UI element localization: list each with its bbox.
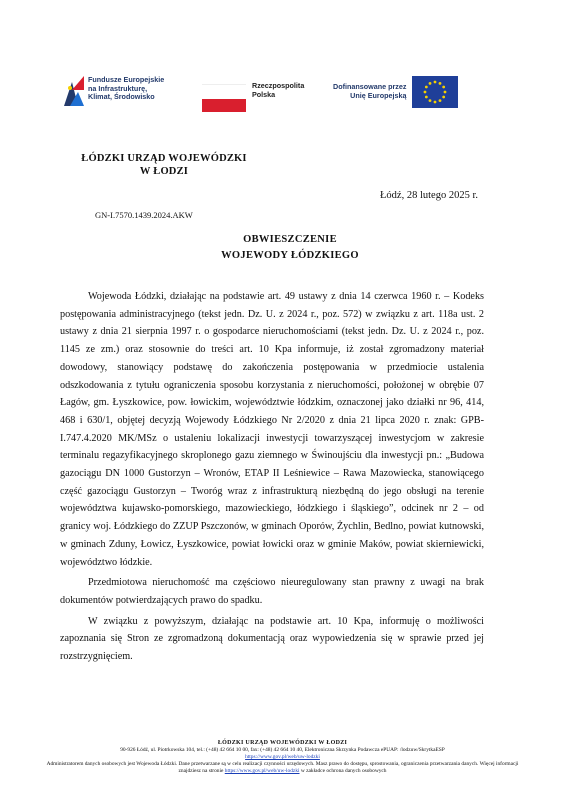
eu-star: [425, 96, 428, 99]
eu-star: [429, 99, 432, 102]
fe-logo-icon: [64, 76, 84, 106]
fe-line-2: na Infrastrukturę,: [88, 83, 148, 93]
eu-star: [434, 81, 437, 84]
footer-address: 90-926 Łódź, ul. Piotrkowska 104, tel.: (+48) 42 664 10 00, fax: (+48) 42 664 10 40, Elektroniczna Skrzynka Podawcza ePUAP: /lodzuw/SkrytkaESP: [120, 747, 445, 753]
footer-privacy-note: [40, 761, 525, 775]
rp-line-1: Rzeczpospolita: [252, 81, 305, 90]
authority-line-1: ŁÓDZKI URZĄD WOJEWÓDZKI: [81, 153, 247, 164]
rzeczpospolita-logo: [202, 82, 304, 112]
eu-star: [443, 86, 446, 89]
eu-funding-logo: [333, 76, 458, 108]
eu-star: [425, 86, 428, 89]
logo-bar: [64, 76, 484, 116]
privacy-link[interactable]: https://www.gov.pl/web/uw-lodzki: [224, 768, 300, 774]
body-paragraph-2: Przedmiotowa nieruchomość ma częściowo nieuregulowany stan prawny z uwagi na brak dokumentów potwierdzających prawo do spadku.: [60, 577, 484, 606]
eu-star: [443, 96, 446, 99]
privacy-text-end: w zakładce ochrona danych osobowych: [300, 768, 387, 774]
eu-star: [424, 91, 427, 94]
document-date: Łódź, 28 lutego 2025 r.: [380, 190, 478, 201]
eu-star: [434, 101, 437, 104]
eu-flag-icon: [412, 76, 458, 108]
fe-line-3: Klimat, Środowisko: [88, 92, 155, 102]
eu-star: [439, 99, 442, 102]
body-paragraph-3: W związku z powyższym, działając na podstawie art. 10 Kpa, informuję o możliwości zapoznania się Stron ze zgromadzoną dokumentacją oraz wypowiedzenia się w sprawie przed jej rozstrzygnięciem.: [60, 615, 484, 663]
eu-line-2: Unię Europejską: [350, 91, 407, 100]
body-paragraph-1: Wojewoda Łódzki, działając na podstawie art. 49 ustawy z dnia 14 czerwca 1960 r. – Kodeks postępowania administracyjnego (tekst jedn. Dz. U. z 2024 r., poz. 572) w związku z art. 118a ust. 2 ustawy z dnia 21 sierpnia 1997 r. o gospodarce nieruchomościami (tekst jedn. Dz. U. z 2024 r., poz. 1145 ze zm.) oraz stosownie do treści art. 10 Kpa informuje, iż został zgromadzony materiał dowodowy, stanowiący podstawę do zakończenia postępowania w przedmiocie ustalenia odszkodowania z tytułu ograniczenia sposobu korzystania z nieruchomości, położonej w obrębie 07 Łagów, gm. Łyszkowice, pow. łowickim, województwie łódzkim, oznaczonej jako działki nr 96, 414, 468 i 630/1, objętej decyzją Wojewody Łódzkiego Nr 2/2020 z dnia 21 lipca 2020 r. znak: GPB-I.747.4.2020 MK/MSz o ustaleniu lokalizacji inwestycji towarzyszącej inwestycjom w zakresie terminalu regazyfikacyjnego skroplonego gazu ziemnego w Świnoujściu dla inwestycji pn.: „Budowa gazociągu DN 1000 Gustorzyn – Wronów, ETAP II Leśniewice – Rawa Mazowiecka, stanowiącego część gazociągu Gustorzyn – Tworóg wraz z infrastrukturą niezbędną do jego obsługi na terenie województwa kujawsko-pomorskiego, mazowieckiego, łódzkiego i śląskiego”, odcinek nr 2 – od granicy woj. Łódzkiego do ZZUP Pszczonów, w gminach Oporów, Żychlin, Bedlno, powiat kutnowski, w gminach Zduny, Łowicz, Łyszkowice, powiat łowicki oraz w gminie Maków, powiat skierniewicki, województwo łódzkie.: [60, 291, 484, 568]
footer-heading: ŁÓDZKI URZĄD WOJEWÓDZKI W ŁODZI: [217, 740, 348, 746]
polish-flag-icon: [202, 84, 246, 112]
eu-star: [444, 91, 447, 94]
rp-line-2: Polska: [252, 89, 276, 99]
document-footer: [40, 740, 525, 775]
authority-line-2: W ŁODZI: [139, 166, 189, 177]
title-line-1: OBWIESZCZENIE: [243, 234, 337, 245]
document-title: [180, 232, 400, 264]
privacy-text-start: Administratorem danych osobowych jest Wojewoda Łódzki. Dane przetwarzane są w celu realizacji czynności urzędowych. Masz prawo do dostępu, sprostowania, ograniczenia przetwarzania danych. Więcej informacji znajdziesz na stronie: [46, 761, 519, 774]
fundusze-europejskie-logo: [64, 76, 164, 106]
footer-website-link[interactable]: https://www.gov.pl/web/uw-lodzki: [245, 754, 320, 760]
issuing-authority: [64, 152, 264, 178]
eu-star: [439, 82, 442, 85]
case-signature: GN-I.7570.1439.2024.AKW: [95, 210, 193, 220]
title-line-2: WOJEWODY ŁÓDZKIEGO: [221, 250, 359, 261]
eu-line-1: Dofinansowane przez: [333, 82, 407, 92]
eu-star: [429, 82, 432, 85]
fe-line-1: Fundusze Europejskie: [88, 75, 165, 84]
document-body: [60, 288, 484, 669]
